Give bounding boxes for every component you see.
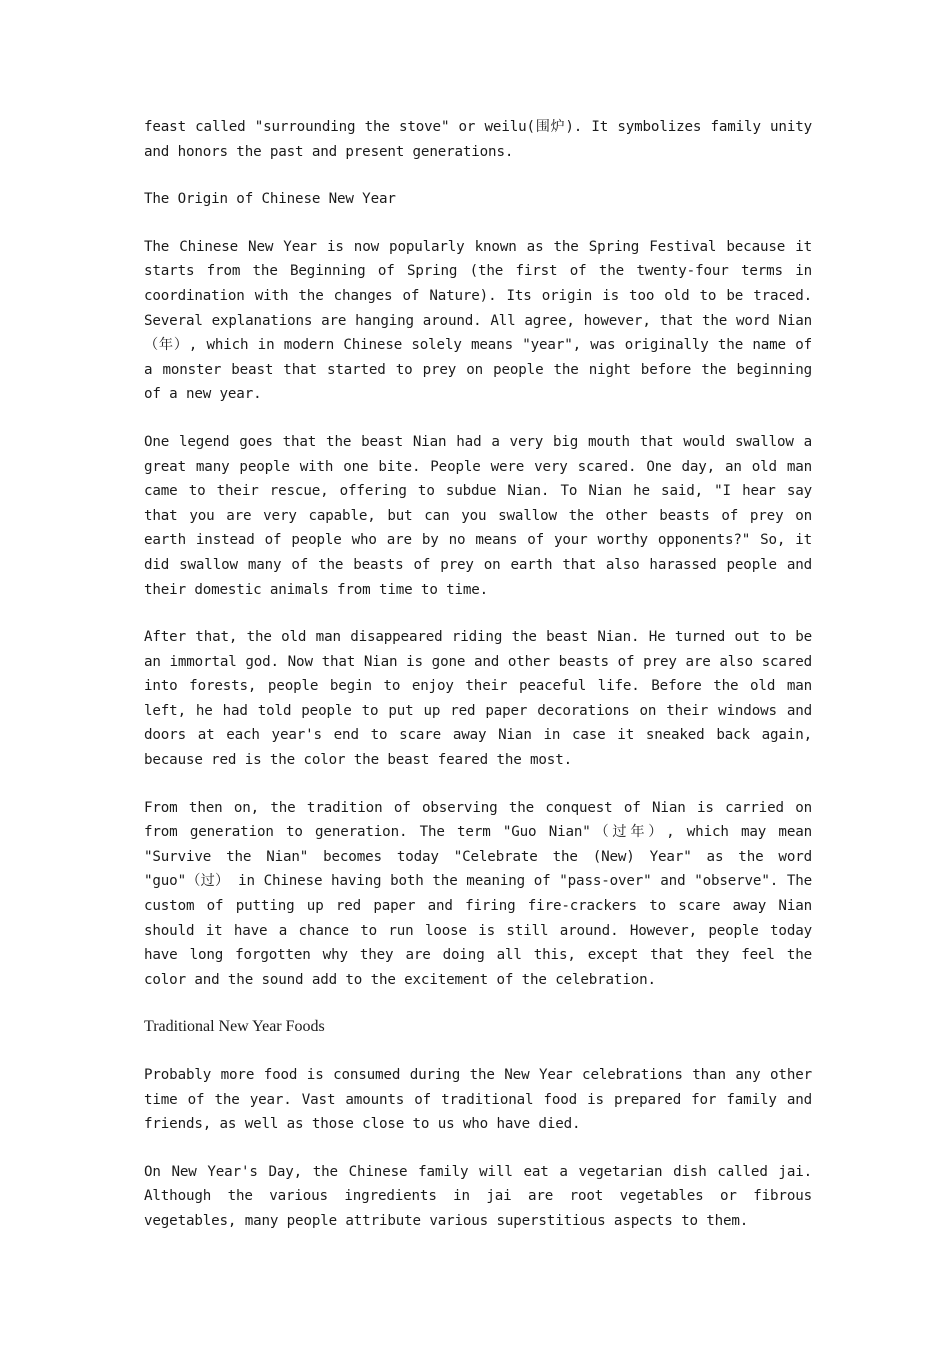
origin-paragraph: After that, the old man disappeared riding the beast Nian. He turned out to be an immortal god. Now that Nian is gone and other beasts of prey are also scared into forests, people begin to enjoy their peaceful life. Before the old man left, he had told people to put up red paper decorations on their windows and doors at each year's end to scare away Nian in case it sneaked back again, because red is the color the beast feared the most. bbox=[144, 629, 812, 769]
foods-paragraph: Probably more food is consumed during the New Year celebrations than any other time of the year. Vast amounts of traditional food is prepared for family and friends, as well as those close to us who have died. bbox=[144, 1067, 812, 1133]
section-heading-foods: Traditional New Year Foods bbox=[144, 1018, 325, 1036]
document-page bbox=[144, 115, 812, 1257]
intro-paragraph: feast called "surrounding the stove" or weilu(围炉). It symbolizes family unity and honors the past and present generations. bbox=[144, 119, 812, 160]
foods-paragraph: On New Year's Day, the Chinese family will eat a vegetarian dish called jai. Although the various ingredients in jai are root vegetables or fibrous vegetables, many people attribute various superstitious aspects to them. bbox=[144, 1163, 812, 1229]
section-heading-origin: The Origin of Chinese New Year bbox=[144, 191, 396, 208]
origin-paragraph: One legend goes that the beast Nian had a very big mouth that would swallow a great many people with one bite. People were very scared. One day, an old man came to their rescue, offering to subdue Nian. To Nian he said, "I hear say that you are very capable, but can you swallow the other beasts of prey on earth instead of people who are by no means of your worthy opponents?" So, it did swallow many of the beasts of prey on earth that also harassed people and their domestic animals from time to time. bbox=[144, 433, 812, 598]
origin-paragraph: The Chinese New Year is now popularly known as the Spring Festival because it starts from the Beginning of Spring (the first of the twenty-four terms in coordination with the changes of Nature). Its origin is too old to be traced. Several explanations are hanging around. All agree, however, that the word Nian（年）, which in modern Chinese solely means "year", was originally the name of a monster beast that started to prey on people the night before the beginning of a new year. bbox=[144, 238, 812, 403]
origin-paragraph: From then on, the tradition of observing the conquest of Nian is carried on from generation to generation. The term "Guo Nian"（过年）, which may mean "Survive the Nian" becomes today "Celebrate the (New) Year" as the word "guo"（过） in Chinese having both the meaning of "pass-over" and "observe". The custom of putting up red paper and firing fire-crackers to scare away Nian should it have a chance to run loose is still around. However, people today have long forgotten why they are doing all this, except that they feel the color and the sound add to the excitement of the celebration. bbox=[144, 799, 812, 988]
